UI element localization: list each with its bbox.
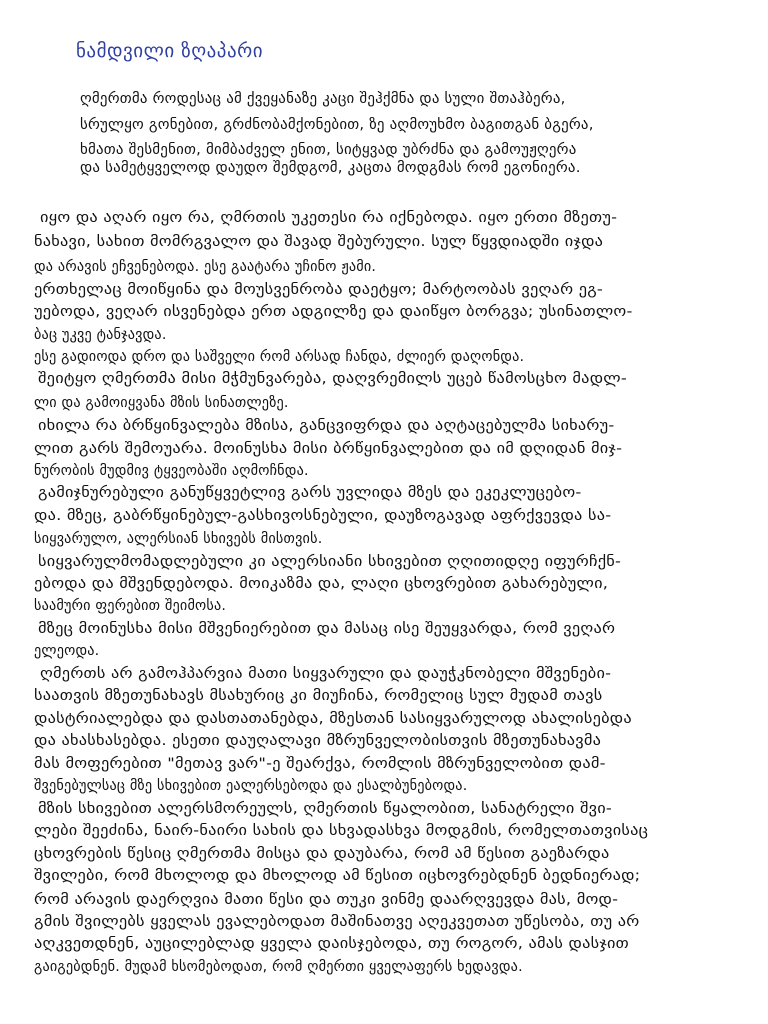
body-line: აღკვეთდნენ, აუცილებლად ყველა დაისჯებოდა, თუ როგორ, ამას დასჯით [34, 936, 629, 952]
body-line: მზეც მოინუსხა მისი მშვენიერებით და მასაც ისე შეუყვარდა, რომ ვეღარ [38, 621, 616, 637]
body-line: ესე გადიოდა დრო და საშველი რომ არსად ჩანდა, ძლიერ დაღონდა. [34, 349, 525, 365]
body-line: ცხოვრების წესიც ღმერთმა მისცა და დაუბარა, რომ ამ წესით გაეზარდა [34, 846, 610, 862]
body-line: შეიტყო ღმერთმა მისი მჭმუნვარება, დაღვრემილს უცებ წამოსცხო მადლ- [38, 371, 627, 387]
body-line: დასტრიალებდა და დასთათანებდა, მზესთან სასიყვარულოდ ახალისებდა [34, 711, 632, 727]
body-line: იყო და აღარ იყო რა, ღმრთის უკეთესი რა იქნებოდა. იყო ერთი მზეთუ- [40, 210, 618, 226]
body-line: ნურობის მუდმივ ტყვეობაში აღმოჩნდა. [34, 463, 309, 479]
body-line: და ახასხასებდა. ესეთი დაუღალავი მზრუნველობისთვის მზეთუნახავმა [34, 733, 602, 749]
body-line: გაიგებდნენ. მუდამ ხსომებოდათ, რომ ღმერთი ყველაფერს ხედავდა. [34, 959, 523, 975]
document-title: ნამდვილი ზღაპარი [76, 40, 264, 62]
body-line: სიყვარულმომადლებული კი ალერსიანი სხივებით ღღითიდღე იფურჩქნ- [38, 554, 622, 570]
body-line: ლები შეეძინა, ნაირ-ნაირი სახის და სხვადასხვა მოდგმის, რომელთათვისაც [34, 823, 649, 839]
body-line: შვენებულსაც მზე სხივებით ეალერსებოდა და ესალბუნებოდა. [34, 778, 468, 794]
body-line: ბაც უკვე ტანჯავდა. [34, 327, 167, 343]
body-line: და. მზეც, გაბრწყინებულ-გასხივოსნებული, დაუზოგავად აფრქვევდა სა- [34, 508, 612, 524]
intro-line: ღმერთმა როდესაც ამ ქვეყანაზე კაცი შეჰქმნა და სული შთაჰბერა, [80, 91, 566, 107]
body-line: მას მოფერებით "მეთავ ვარ"-ე შეარქვა, რომლის მზრუნველობით დამ- [34, 756, 606, 772]
body-line: ნახავი, სახით მომრგვალო და შავად შებურული. სულ წყვდიადში იჯდა [34, 234, 604, 250]
intro-line: ხმათა შესმენით, მიმბაძველ ენით, სიტყვად უბრძნა და გამოუჟღერა [80, 142, 577, 158]
body-line: უებოდა, ვეღარ ისვენებდა ერთ ადგილზე და დაიწყო ბორგვა; უსინათლო- [34, 304, 633, 320]
body-line: რომ არავის დაერღვია მათი წესი და თუკი ვინმე დაარღვევდა მას, მოდ- [34, 892, 619, 908]
intro-line: სრულყო გონებით, გრძნობამქონებით, ზე აღმოუხმო ბაგითგან ბგერა, [80, 117, 594, 133]
body-line: ერთხელაც მოიწყინა და მოუსვენრობა დაეტყო; მარტოობას ვეღარ ეგ- [34, 282, 604, 298]
body-line: ელეოდა. [34, 643, 100, 659]
body-line: იხილა რა ბრწყინვალება მზისა, განცვიფრდა და აღტაცებულმა სიხარუ- [38, 418, 615, 434]
body-line: შვილები, რომ მხოლოდ და მხოლოდ ამ წესით იცხოვრებდნენ ბედნიერად; [34, 868, 641, 884]
body-line: მზის სხივებით ალერსმორეულს, ღმერთის წყალობით, სანატრელი შვი- [38, 801, 613, 817]
body-line: და არავის ეჩვენებოდა. ესე გაატარა უჩინო ჟამი. [34, 259, 377, 275]
body-line: სიყვარულო, ალერსიან სხივებს მისთვის. [34, 531, 323, 547]
body-line: საათვის მზეთუნახავს მსახურიც კი მიუჩინა, რომელიც სულ მუდამ თავს [34, 688, 603, 704]
body-line: საამური ფერებით შეიმოსა. [34, 598, 227, 614]
body-line: ლით გარს შემოუარა. მოინუსხა მისი ბრწყინვალებით და იმ დღიდან მიჯ- [34, 441, 623, 457]
body-line: ღმერთს არ გამოჰპარვია მათი სიყვარული და დაუჭკნობელი მშვენები- [40, 666, 612, 682]
body-line: გამიჯნურებული განუწყვეტლივ გარს უვლიდა მზეს და ეკეკლუცებო- [38, 485, 582, 501]
body-line: გმის შვილებს ყველას ევალებოდათ მაშინათვე აღეკვეთათ უწესობა, თუ არ [34, 914, 640, 930]
body-line: ებოდა და მშვენდებოდა. მოიკაზმა და, ლაღი ცხოვრებით გახარებული, [34, 576, 609, 592]
body-line: ლი და გამოიყვანა მზის სინათლეზე. [34, 395, 289, 411]
intro-line: და სამეტყველოდ დაუდო შემდგომ, კაცთა მოდგმას რომ ეგონიერა. [80, 160, 581, 176]
